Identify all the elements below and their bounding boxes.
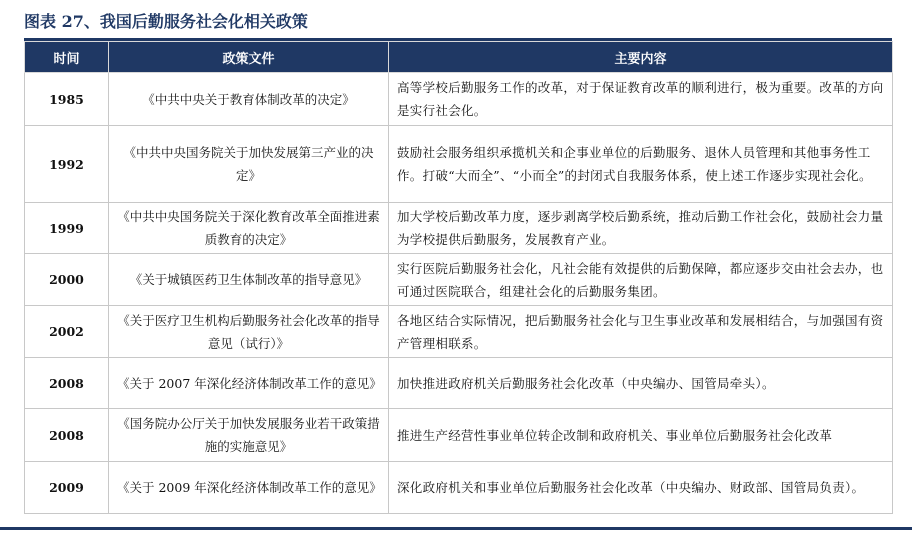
row-content: 鼓励社会服务组织承揽机关和企事业单位的后勤服务、退休人员管理和其他事务性工作。打破“大而全”、“小而全”的封闭式自我服务体系，使上述工作逐步实现社会化。 (389, 126, 893, 203)
row-year: 1999 (25, 203, 109, 254)
row-year: 2009 (25, 462, 109, 514)
header-content: 主要内容 (389, 42, 893, 73)
table-row (25, 306, 893, 358)
row-content: 深化政府机关和事业单位后勤服务社会化改革（中央编办、财政部、国管局负责）。 (389, 462, 893, 514)
row-content: 实行医院后勤服务社会化，凡社会能有效提供的后勤保障，都应逐步交由社会去办，也可通过医院联合，组建社会化的后勤服务集团。 (389, 254, 893, 306)
table-row (25, 254, 893, 306)
row-year: 2008 (25, 358, 109, 409)
row-document: 《中共中央国务院关于深化教育改革全面推进素质教育的决定》 (109, 203, 389, 254)
row-document: 《关于 2007 年深化经济体制改革工作的意见》 (109, 358, 389, 409)
bottom-rule (0, 527, 912, 530)
header-document: 政策文件 (109, 42, 389, 73)
row-document: 《国务院办公厅关于加快发展服务业若干政策措施的实施意见》 (109, 409, 389, 462)
table-row (25, 73, 893, 126)
row-document: 《关于医疗卫生机构后勤服务社会化改革的指导意见（试行）》 (109, 306, 389, 358)
row-year: 2002 (25, 306, 109, 358)
header-year: 时间 (25, 42, 109, 73)
row-year: 2000 (25, 254, 109, 306)
table-row (25, 126, 893, 203)
table-row (25, 409, 893, 462)
row-content: 高等学校后勤服务工作的改革，对于保证教育改革的顺利进行，极为重要。改革的方向是实行社会化。 (389, 73, 893, 126)
row-document: 《关于城镇医药卫生体制改革的指导意见》 (109, 254, 389, 306)
row-year: 2008 (25, 409, 109, 462)
row-document: 《中共中央国务院关于加快发展第三产业的决定》 (109, 126, 389, 203)
row-document: 《关于 2009 年深化经济体制改革工作的意见》 (109, 462, 389, 514)
row-year: 1992 (25, 126, 109, 203)
row-year: 1985 (25, 73, 109, 126)
figure-title: 图表 27、我国后勤服务社会化相关政策 (24, 12, 308, 31)
row-content: 推进生产经营性事业单位转企改制和政府机关、事业单位后勤服务社会化改革 (389, 409, 893, 462)
table-row (25, 358, 893, 409)
row-content: 加快推进政府机关后勤服务社会化改革（中央编办、国管局牵头）。 (389, 358, 893, 409)
policy-table (24, 41, 893, 514)
row-document: 《中共中央关于教育体制改革的决定》 (109, 73, 389, 126)
table-row (25, 462, 893, 514)
row-content: 加大学校后勤改革力度，逐步剥离学校后勤系统，推动后勤工作社会化，鼓励社会力量为学校提供后勤服务，发展教育产业。 (389, 203, 893, 254)
table-header-row (25, 42, 893, 73)
row-content: 各地区结合实际情况，把后勤服务社会化与卫生事业改革和发展相结合，与加强国有资产管理相联系。 (389, 306, 893, 358)
table-row (25, 203, 893, 254)
